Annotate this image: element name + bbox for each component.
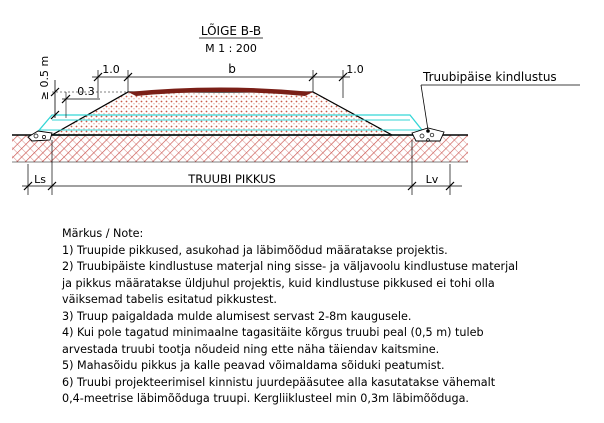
headwall-left: [28, 131, 52, 141]
section-scale: M 1 : 200: [205, 42, 257, 55]
note-line: 4) Kui pole tagatud minimaalne tagasitäite kõrgus truubi peal (0,5 m) tuleb: [62, 326, 484, 339]
crest-width-label: b: [228, 62, 236, 76]
note-line: 2) Truubipäiste kindlustuse materjal ning sisse- ja väljavoolu kindlustuse materjal: [62, 260, 519, 273]
offset-label: 0.3: [77, 85, 95, 98]
slope-left-label: 1.0: [102, 63, 120, 76]
callout-leader: [421, 85, 428, 130]
headwall-callout-label: Truubipäise kindlustus: [423, 70, 557, 84]
culvert-length-label: TRUUBI PIKKUS: [188, 172, 276, 186]
callout-dot: [426, 129, 430, 133]
note-line: arvestada truubi tootja nõudeid ning ette näha täiendav kaitsmine.: [62, 342, 440, 356]
note-line: väiksemad tabelis esitatud pikkustest.: [62, 293, 277, 306]
ls-label: Ls: [34, 173, 46, 186]
min-height-label: ≥ 0.5 m: [38, 55, 51, 101]
ground-layer: [12, 135, 468, 162]
section-title: LÕIGE B-B: [200, 24, 262, 38]
notes-block: [62, 226, 598, 408]
notes-title: Märkus / Note:: [62, 227, 144, 240]
note-line: 0,4-meetrise läbimõõduga truupi. Kergliiklusteel min 0,3m läbimõõduga.: [62, 392, 469, 405]
embankment-fill: [52, 92, 392, 135]
note-line: 6) Truubi projekteerimisel kinnistu juurdepääsutee alla kasutatakse vähemalt: [62, 375, 496, 389]
lv-label: Lv: [425, 173, 439, 186]
note-line: ja pikkus määratakse üldjuhul projektis, kuid kindlustuse pikkused ei tohi olla: [62, 276, 495, 290]
note-line: 5) Mahasõidu pikkus ja kalle peavad võimaldama sõiduki peatumist.: [62, 359, 445, 372]
note-line: 1) Truupide pikkused, asukohad ja läbimõõdud määratakse projektis.: [62, 243, 448, 257]
note-line: 3) Truup paigaldada mulde alumisest servast 2-8m kaugusele.: [62, 309, 412, 323]
slope-right-label: 1.0: [346, 63, 364, 76]
